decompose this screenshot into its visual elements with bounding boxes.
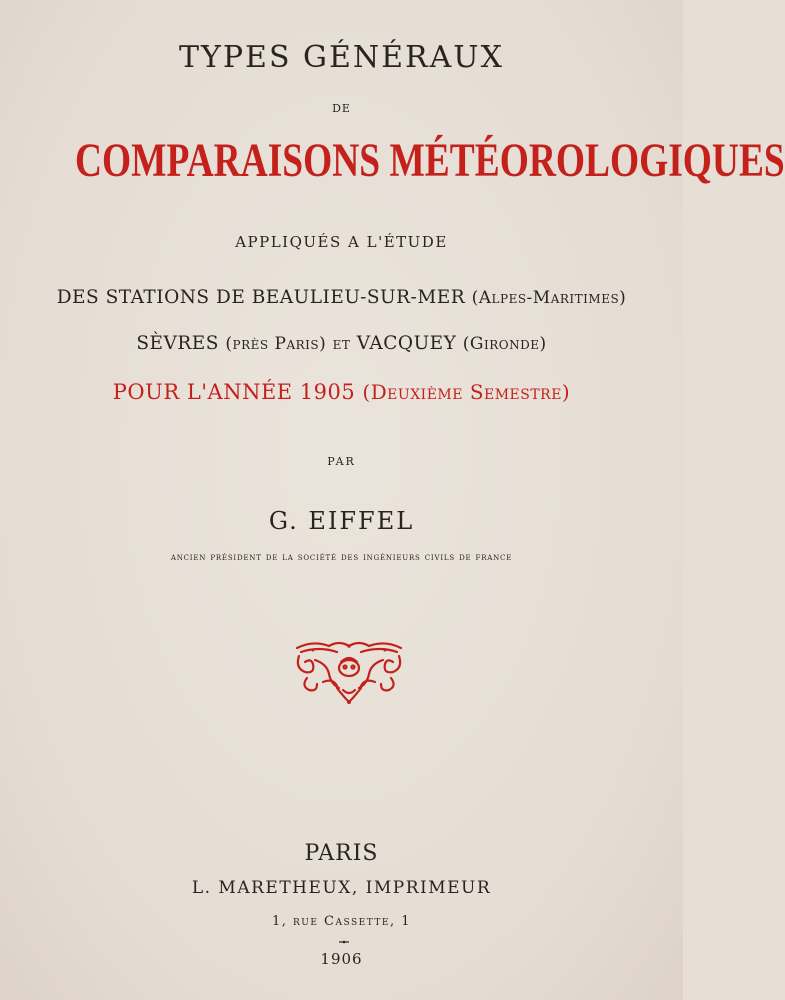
city-vacquey: VACQUEY (356, 333, 457, 354)
main-title: COMPARAISONS MÉTÉOROLOGIQUES (75, 134, 785, 187)
publication-year: 1906 (320, 950, 363, 968)
separator-dash-icon (339, 940, 349, 944)
stations-line (0, 287, 683, 308)
printer-address: 1, rue Cassette, 1 (271, 914, 412, 929)
stations-main: DES STATIONS DE BEAULIEU-SUR-MER (56, 287, 466, 308)
year-note: (Deuxième Semestre) (362, 380, 571, 404)
stations-region: (Alpes-Maritimes) (471, 288, 627, 308)
author-name: G. EIFFEL (268, 507, 415, 535)
printer-name: L. MARETHEUX, IMPRIMEUR (191, 878, 492, 898)
city-vacquey-note: (Gironde) (462, 334, 547, 354)
title-connector-de: DE (332, 102, 351, 115)
year-main: POUR L'ANNÉE 1905 (112, 380, 356, 404)
conjunction-et: et (332, 334, 351, 354)
author-title: ancien président de la société des ingénieurs civils de france (170, 551, 513, 563)
floral-ornament-icon (293, 638, 405, 706)
city-sevres-note: (près Paris) (225, 334, 327, 354)
subtitle-appliques: APPLIQUÉS A L'ÉTUDE (235, 233, 448, 251)
sevres-line (0, 333, 683, 354)
city-sevres: SÈVRES (136, 333, 219, 354)
publisher-city: PARIS (304, 841, 379, 866)
by-label: PAR (327, 455, 356, 468)
year-line (0, 380, 683, 404)
title-line-1: TYPES GÉNÉRAUX (179, 40, 504, 75)
